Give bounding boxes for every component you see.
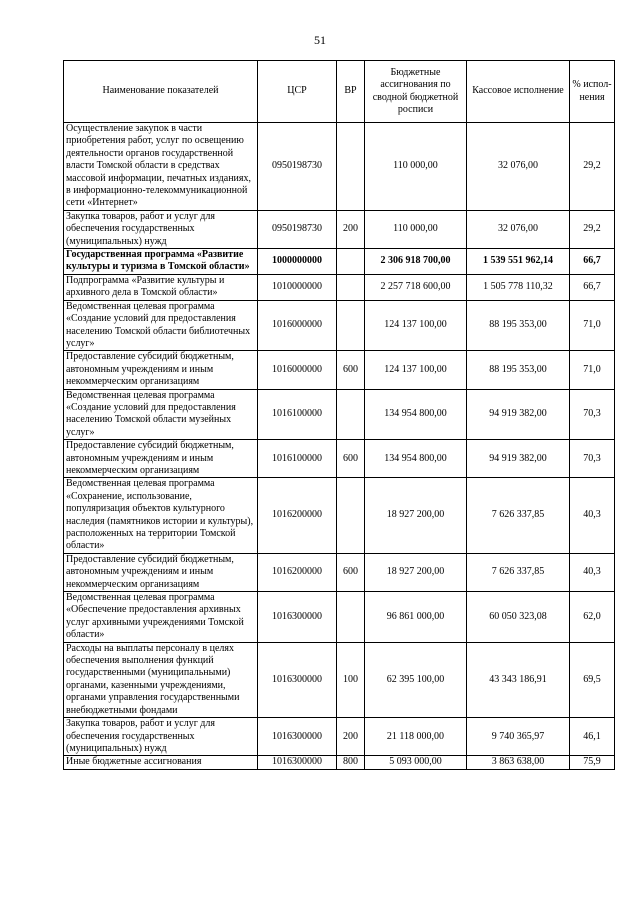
- cell-vr: 600: [337, 553, 365, 591]
- cell-percent: 40,3: [570, 553, 615, 591]
- cell-name: Подпрограмма «Развитие культуры и архивного дела в Томской области»: [64, 274, 258, 300]
- cell-cash: 43 343 186,91: [467, 642, 570, 717]
- cell-name: Иные бюджетные ассигнования: [64, 756, 258, 769]
- cell-csr: 1016100000: [258, 440, 337, 478]
- cell-cash: 7 626 337,85: [467, 478, 570, 553]
- cell-budget: 124 137 100,00: [365, 351, 467, 389]
- cell-cash: 32 076,00: [467, 210, 570, 248]
- cell-budget: 134 954 800,00: [365, 389, 467, 440]
- table-row: [64, 718, 615, 756]
- cell-vr: [337, 389, 365, 440]
- cell-budget: 62 395 100,00: [365, 642, 467, 717]
- cell-cash: 88 195 353,00: [467, 300, 570, 351]
- cell-vr: [337, 592, 365, 643]
- cell-name: Закупка товаров, работ и услуг для обеспечения государственных (муниципальных) нужд: [64, 718, 258, 756]
- cell-budget: 2 306 918 700,00: [365, 249, 467, 275]
- cell-csr: 1016000000: [258, 300, 337, 351]
- cell-cash: 1 539 551 962,14: [467, 249, 570, 275]
- table-row: [64, 553, 615, 591]
- table-row: [64, 592, 615, 643]
- table-row: [64, 300, 615, 351]
- cell-budget: 21 118 000,00: [365, 718, 467, 756]
- cell-percent: 69,5: [570, 642, 615, 717]
- cell-name: Ведомственная целевая программа «Сохранение, использование, популяризация объектов культурного наследия (памятников истории и культуры), расположенных на территории Томской области»: [64, 478, 258, 553]
- cell-csr: 1016200000: [258, 553, 337, 591]
- cell-vr: 800: [337, 756, 365, 769]
- cell-budget: 2 257 718 600,00: [365, 274, 467, 300]
- cell-vr: [337, 249, 365, 275]
- table-row: [64, 440, 615, 478]
- cell-name: Предоставление субсидий бюджетным, автономным учреждениям и иным некоммерческим организациям: [64, 440, 258, 478]
- table-row: [64, 351, 615, 389]
- cell-csr: 1016200000: [258, 478, 337, 553]
- header-row: [64, 61, 615, 123]
- table-row: [64, 210, 615, 248]
- cell-vr: [337, 478, 365, 553]
- budget-execution-table: [63, 60, 615, 770]
- cell-csr: 1016300000: [258, 756, 337, 769]
- cell-budget: 110 000,00: [365, 210, 467, 248]
- cell-budget: 134 954 800,00: [365, 440, 467, 478]
- cell-cash: 94 919 382,00: [467, 440, 570, 478]
- cell-budget: 18 927 200,00: [365, 478, 467, 553]
- cell-csr: 1016300000: [258, 718, 337, 756]
- cell-percent: 71,0: [570, 351, 615, 389]
- cell-percent: 70,3: [570, 440, 615, 478]
- cell-name: Ведомственная целевая программа «Создание условий для предоставления населению Томской области библиотечных услуг»: [64, 300, 258, 351]
- cell-percent: 29,2: [570, 210, 615, 248]
- cell-percent: 75,9: [570, 756, 615, 769]
- header-vr: ВР: [337, 61, 365, 123]
- table-row: [64, 123, 615, 211]
- cell-name: Предоставление субсидий бюджетным, автономным учреждениям и иным некоммерческим организациям: [64, 351, 258, 389]
- cell-cash: 94 919 382,00: [467, 389, 570, 440]
- cell-csr: 1010000000: [258, 274, 337, 300]
- cell-csr: 1000000000: [258, 249, 337, 275]
- cell-vr: [337, 300, 365, 351]
- cell-csr: 0950198730: [258, 123, 337, 211]
- cell-name: Ведомственная целевая программа «Создание условий для предоставления населению Томской области музейных услуг»: [64, 389, 258, 440]
- cell-cash: 88 195 353,00: [467, 351, 570, 389]
- cell-vr: 100: [337, 642, 365, 717]
- cell-csr: 1016100000: [258, 389, 337, 440]
- cell-cash: 3 863 638,00: [467, 756, 570, 769]
- header-name: Наименование показателей: [64, 61, 258, 123]
- cell-budget: 124 137 100,00: [365, 300, 467, 351]
- cell-cash: 32 076,00: [467, 123, 570, 211]
- cell-csr: 1016300000: [258, 592, 337, 643]
- cell-vr: [337, 274, 365, 300]
- header-percent: % испол-нения: [570, 61, 615, 123]
- cell-vr: 200: [337, 718, 365, 756]
- page-number: 51: [314, 33, 326, 47]
- cell-cash: 7 626 337,85: [467, 553, 570, 591]
- cell-percent: 46,1: [570, 718, 615, 756]
- cell-vr: [337, 123, 365, 211]
- cell-cash: 1 505 778 110,32: [467, 274, 570, 300]
- cell-name: Предоставление субсидий бюджетным, автономным учреждениям и иным некоммерческим организациям: [64, 553, 258, 591]
- cell-budget: 110 000,00: [365, 123, 467, 211]
- header-cash: Кассовое исполнение: [467, 61, 570, 123]
- cell-budget: 5 093 000,00: [365, 756, 467, 769]
- cell-csr: 1016300000: [258, 642, 337, 717]
- cell-percent: 40,3: [570, 478, 615, 553]
- table-row: [64, 389, 615, 440]
- cell-name: Государственная программа «Развитие культуры и туризма в Томской области»: [64, 249, 258, 275]
- cell-name: Ведомственная целевая программа «Обеспечение предоставления архивных услуг архивными учреждениями Томской области»: [64, 592, 258, 643]
- cell-vr: 200: [337, 210, 365, 248]
- table-row: [64, 478, 615, 553]
- cell-percent: 66,7: [570, 249, 615, 275]
- cell-budget: 96 861 000,00: [365, 592, 467, 643]
- cell-csr: 0950198730: [258, 210, 337, 248]
- cell-name: Осуществление закупок в части приобретения работ, услуг по освещению деятельности органов государственной власти Томской области в средствах массовой информации, печатных изданиях, в информационно-телекоммуникационной сети «Интернет»: [64, 123, 258, 211]
- table-row: [64, 642, 615, 717]
- table-row: [64, 249, 615, 275]
- cell-percent: 62,0: [570, 592, 615, 643]
- cell-cash: 9 740 365,97: [467, 718, 570, 756]
- cell-csr: 1016000000: [258, 351, 337, 389]
- cell-vr: 600: [337, 351, 365, 389]
- cell-name: Расходы на выплаты персоналу в целях обеспечения выполнения функций государственными (муниципальными) органами, казенными учреждениями, органами управления государственными внебюджетными фондами: [64, 642, 258, 717]
- cell-percent: 29,2: [570, 123, 615, 211]
- table-row: [64, 274, 615, 300]
- cell-percent: 70,3: [570, 389, 615, 440]
- cell-vr: 600: [337, 440, 365, 478]
- cell-name: Закупка товаров, работ и услуг для обеспечения государственных (муниципальных) нужд: [64, 210, 258, 248]
- cell-percent: 71,0: [570, 300, 615, 351]
- cell-budget: 18 927 200,00: [365, 553, 467, 591]
- cell-percent: 66,7: [570, 274, 615, 300]
- header-csr: ЦСР: [258, 61, 337, 123]
- cell-cash: 60 050 323,08: [467, 592, 570, 643]
- header-budget: Бюджетные ассигнования по сводной бюджетной росписи: [365, 61, 467, 123]
- table-row: [64, 756, 615, 769]
